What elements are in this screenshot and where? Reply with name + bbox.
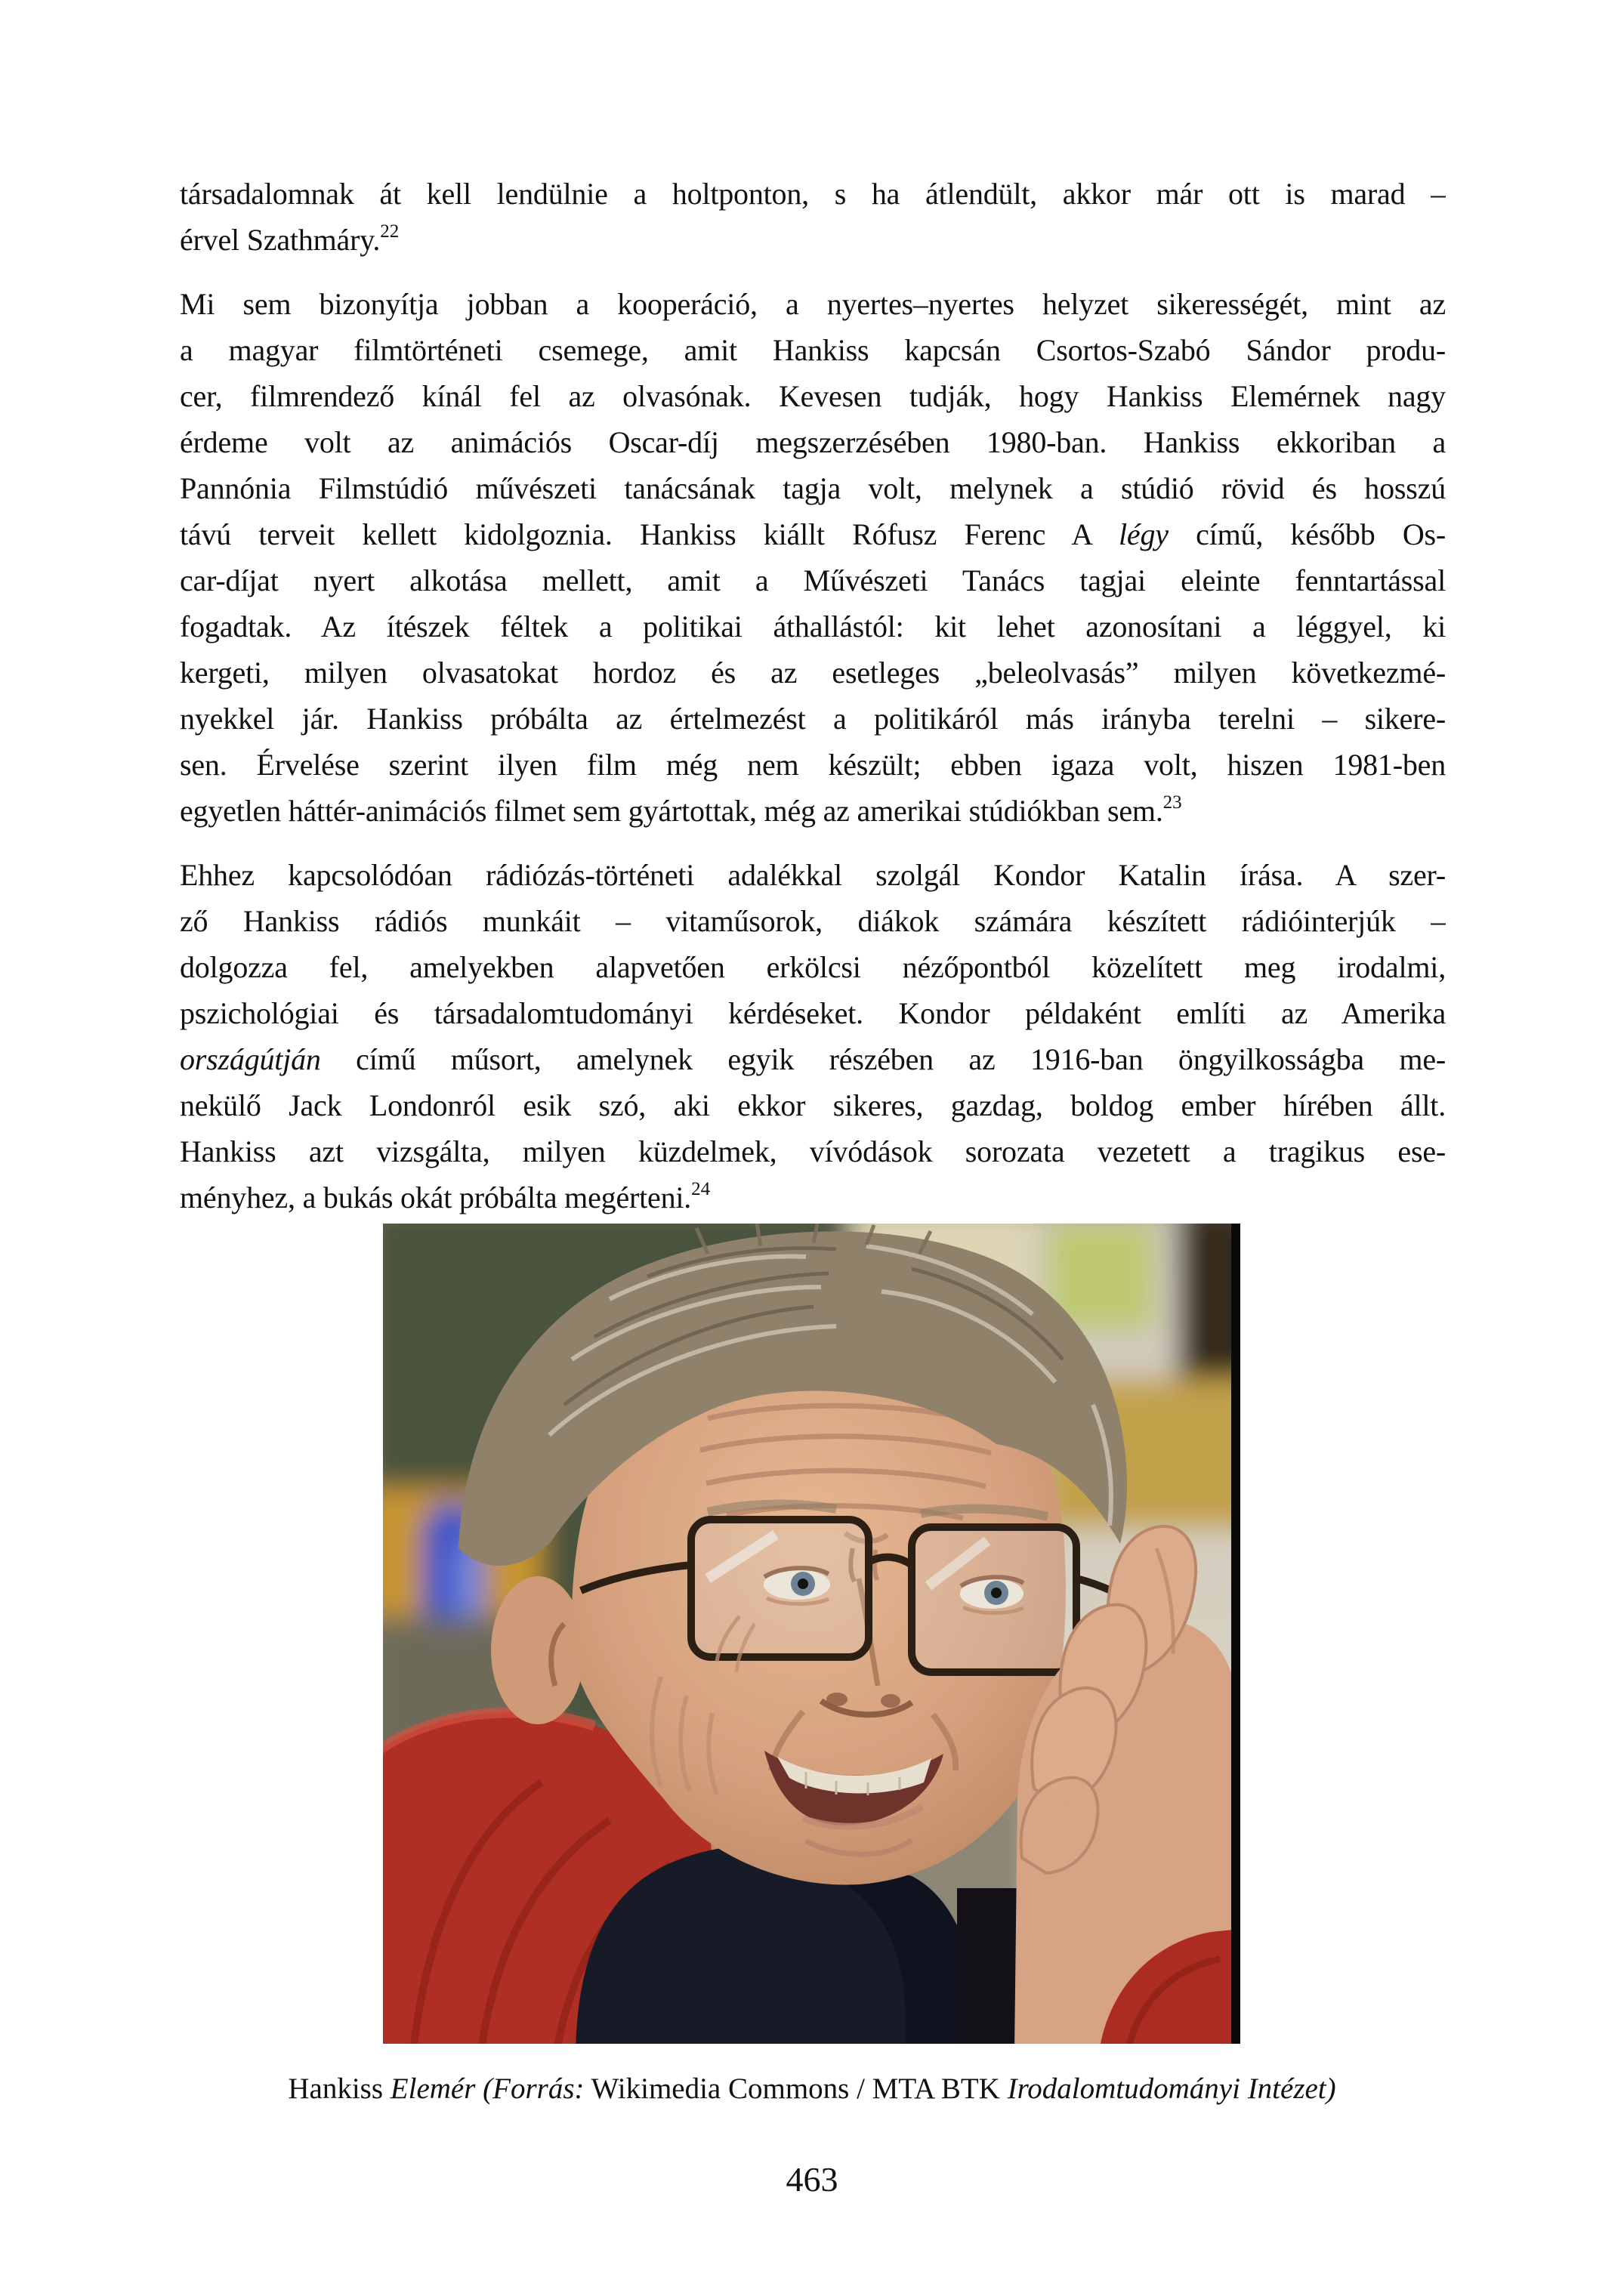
text-line: dolgozza fel, amelyekben alapvetően erkölcsi nézőpontból közelített meg irodalmi, (180, 950, 1446, 984)
text-line: Pannónia Filmstúdió művészeti tanácsának tagja volt, melynek a stúdió rövid és hosszú (180, 471, 1446, 505)
text-line: társadalomnak át kell lendülnie a holtponton, s ha átlendült, akkor már ott is marad – (180, 177, 1446, 211)
text-line: Hankiss azt vizsgálta, milyen küzdelmek, vívódások sorozata vezetett a tragikus ese- (180, 1134, 1446, 1168)
paragraph (180, 171, 1446, 263)
text-line: car-díjat nyert alkotása mellett, amit a Művészeti Tanács tagjai eleinte fenntartással (180, 563, 1446, 597)
text-line: cer, filmrendező kínál fel az olvasónak. Kevesen tudják, hogy Hankiss Elemérnek nagy (180, 379, 1446, 413)
text-line: ményhez, a bukás okát próbálta megérteni.$^{24}$ (180, 1179, 711, 1214)
text-line: pszichológiai és társadalomtudományi kérdéseket. Kondor példaként említi az Amerika (180, 996, 1446, 1030)
text-line: érvel Szathmáry.$^{22}$ (180, 221, 400, 257)
text-line: országútján című műsort, amelynek egyik részében az 1916-ban öngyilkosságba me- (180, 1042, 1446, 1076)
portrait-photo (383, 1224, 1240, 2044)
photo-caption: Hankiss Elemér (Forrás: Wikimedia Commons / MTA BTK Irodalomtudományi Intézet) (288, 2072, 1336, 2105)
text-line: egyetlen háttér-animációs filmet sem gyártottak, még az amerikai stúdiókban sem.$^{23}$ (180, 792, 1182, 828)
body-text (180, 171, 1446, 1221)
photo-right-border (1231, 1224, 1240, 2044)
page-number: 463 (786, 2160, 838, 2199)
text-line: távú terveit kellett kidolgoznia. Hankiss kiállt Rófusz Ferenc A légy című, később Os- (180, 517, 1446, 551)
paragraph (180, 852, 1446, 1221)
text-line: érdeme volt az animációs Oscar-díj megszerzésében 1980-ban. Hankiss ekkoriban a (180, 425, 1446, 459)
text-line: nyekkel jár. Hankiss próbálta az értelmezést a politikáról más irányba terelni – sikere- (180, 702, 1446, 736)
ear (491, 1576, 585, 1724)
portrait-photo-svg (383, 1224, 1240, 2044)
text-line: ző Hankiss rádiós munkáit – vitaműsorok, diákok számára készített rádióinterjúk – (180, 904, 1446, 938)
paragraph (180, 281, 1446, 834)
text-line: fogadtak. Az ítészek féltek a politikai áthallástól: kit lehet azonosítani a léggyel, ki (180, 610, 1446, 643)
text-line: Ehhez kapcsolódóan rádiózás-történeti adalékkal szolgál Kondor Katalin írása. A szer- (180, 858, 1446, 892)
text-line: kergeti, milyen olvasatokat hordoz és az esetleges „beleolvasás” milyen következmé- (180, 656, 1446, 690)
text-line: Mi sem bizonyítja jobban a kooperáció, a nyertes–nyertes helyzet sikerességét, mint az (180, 287, 1446, 321)
text-line: sen. Érvelése szerint ilyen film még nem készült; ebben igaza volt, hiszen 1981-ben (180, 748, 1446, 782)
text-line: a magyar filmtörténeti csemege, amit Hankiss kapcsán Csortos-Szabó Sándor produ- (180, 333, 1446, 367)
text-line: nekülő Jack Londonról esik szó, aki ekkor sikeres, gazdag, boldog ember hírében állt. (180, 1088, 1446, 1122)
